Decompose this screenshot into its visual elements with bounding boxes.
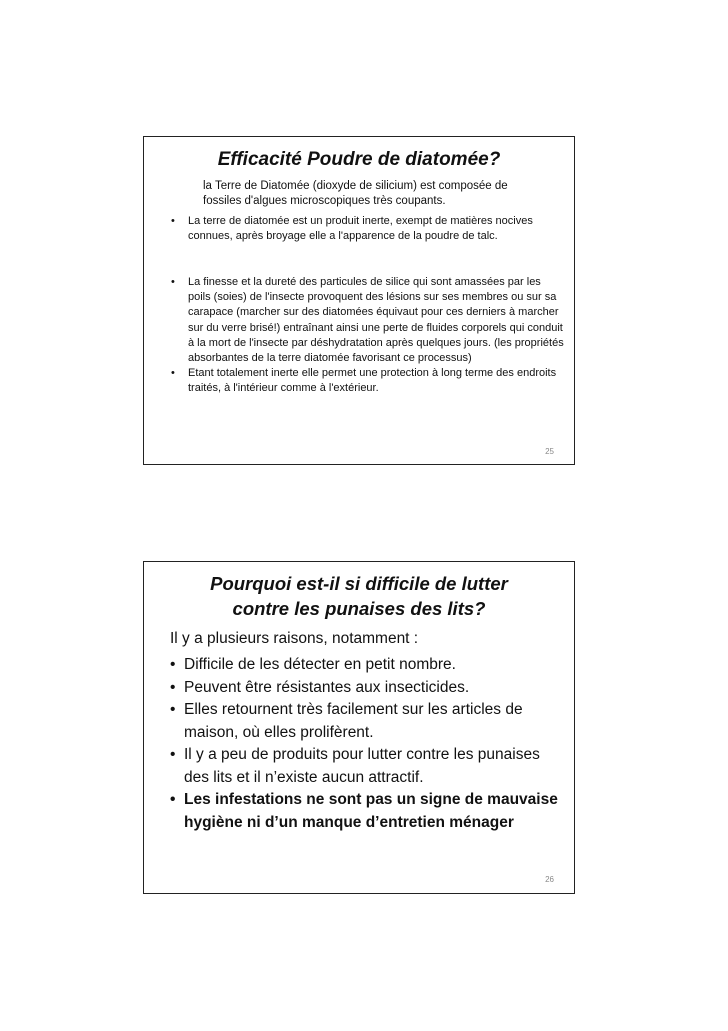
bullet-icon: • xyxy=(170,656,176,673)
slide-title: Efficacité Poudre de diatomée? xyxy=(217,149,501,170)
slide-title-line: Pourquoi est-il si difficile de lutter xyxy=(210,573,508,594)
list-item-text: Difficile de les détecter en petit nombre. xyxy=(184,656,456,673)
page-number: 25 xyxy=(545,447,554,456)
list-item xyxy=(170,699,562,744)
bullet-icon: • xyxy=(171,367,175,380)
list-item xyxy=(170,654,562,677)
slide-intro: Il y a plusieurs raisons, notamment : xyxy=(170,630,419,647)
slide-26 xyxy=(143,561,575,894)
bullet-list xyxy=(171,214,565,244)
bullet-icon: • xyxy=(170,678,176,696)
list-item-text: Il y a peu de produits pour lutter contre les punaises des lits et il n’existe aucun attractif. xyxy=(184,746,540,786)
slide-title-line: contre les punaises des lits? xyxy=(232,598,486,619)
bullet-icon: • xyxy=(171,215,175,227)
bullet-list xyxy=(171,275,565,397)
list-item xyxy=(170,744,562,789)
list-item xyxy=(171,275,565,366)
list-item xyxy=(170,677,562,700)
slide-25 xyxy=(143,136,575,465)
bullet-icon: • xyxy=(170,791,176,808)
list-item-text: Etant totalement inerte elle permet une protection à long terme des endroits traités, à l'intérieur comme à l'extérieur. xyxy=(188,367,557,395)
slide-subtitle: la Terre de Diatomée (dioxyde de silicium) est composée de fossiles d'algues microscopiques très coupants. xyxy=(203,180,508,207)
list-item-text: Peuvent être résistantes aux insecticides. xyxy=(184,678,470,696)
list-item xyxy=(171,366,565,396)
list-item-text: La terre de diatomée est un produit inerte, exempt de matières nocives connues, après broyage elle a l'apparence de la poudre de talc. xyxy=(188,215,533,243)
bullet-icon: • xyxy=(171,276,175,288)
list-item xyxy=(171,214,565,244)
page-number: 26 xyxy=(545,875,554,884)
bullet-icon: • xyxy=(170,746,176,763)
list-item-text: Les infestations ne sont pas un signe de mauvaise hygiène ni d’un manque d’entretien ménager xyxy=(184,791,558,831)
bullet-icon: • xyxy=(170,701,176,718)
list-item-text: Elles retournent très facilement sur les articles de maison, où elles prolifèrent. xyxy=(184,701,523,741)
list-item xyxy=(170,789,562,834)
bullet-list xyxy=(170,654,562,834)
list-item-text: La finesse et la dureté des particules de silice qui sont amassées par les poils (soies) de l'insecte provoquent des lésions sur ses membres ou sur sa carapace (marcher sur des diatomées équivaut pour ces derniers à marcher sur du verre brisé!) entraînant ainsi une perte de fluides corporels qui conduit à la mort de l'insecte par déshydratation après quelques jours. (les propriétés absorbantes de la terre diatomée favorisant ce processus) xyxy=(188,276,564,365)
slide-title xyxy=(144,571,574,621)
